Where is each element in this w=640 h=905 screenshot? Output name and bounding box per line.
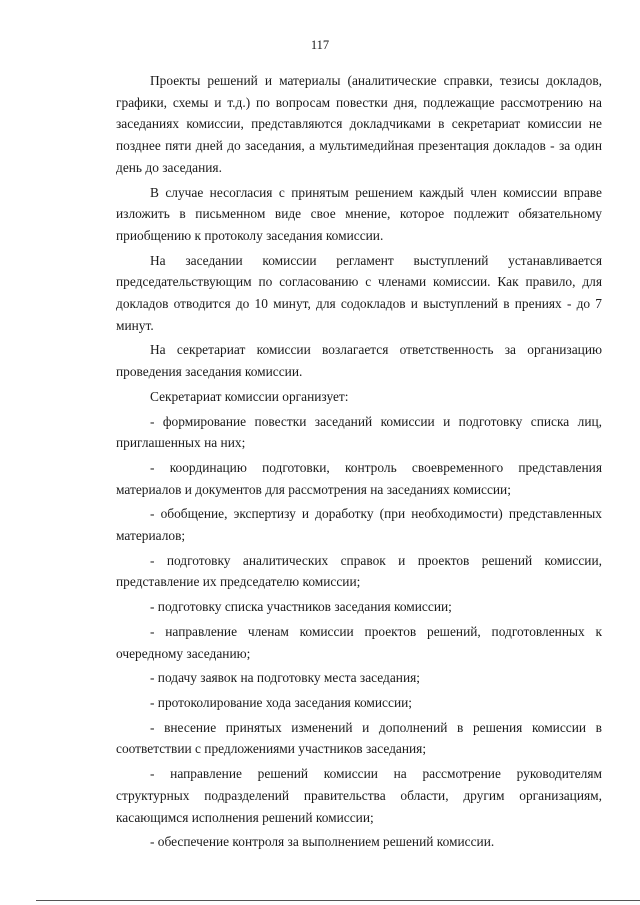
list-item: - обеспечение контроля за выполнением решений комиссии.	[150, 834, 495, 850]
list-item: - подготовку аналитических справок и проектов решений комиссии, представление их председателю комиссии;	[116, 552, 602, 590]
list-item: - подачу заявок на подготовку места заседания;	[150, 670, 421, 686]
list-item: - направление решений комиссии на рассмотрение руководителям структурных подразделений правительства области, другим организациям, касающимся исполнения решений комиссии;	[116, 766, 602, 825]
list-item: - направление членам комиссии проектов решений, подготовленных к очередному заседанию;	[116, 623, 602, 661]
list-item: - формирование повестки заседаний комиссии и подготовку списка лиц, приглашенных на них;	[116, 413, 602, 451]
list-item: - обобщение, экспертизу и доработку (при необходимости) представленных материалов;	[116, 506, 602, 544]
list-item: - подготовку списка участников заседания комиссии;	[150, 599, 452, 615]
paragraph: В случае несогласия с принятым решением каждый член комиссии вправе изложить в письменном виде свое мнение, которое подлежит обязательному приобщению к протоколу заседания комиссии.	[116, 184, 602, 243]
paragraph: На заседании комиссии регламент выступлений устанавливается председательствующим по согласованию с членами комиссии. Как правило, для докладов отводится до 10 минут, для содокладов и выступлений в прениях - до 7 минут.	[116, 252, 602, 333]
page-number: 117	[310, 38, 330, 52]
paragraph: Проекты решений и материалы (аналитические справки, тезисы докладов, графики, схемы и т.д.) по вопросам повестки дня, подлежащие рассмотрению на заседаниях комиссии, представляются докладчиками в секретариат комиссии не позднее пяти дней до заседания, а мультимедийная презентация докладов - за один день до заседания.	[116, 73, 602, 175]
list-item: - протоколирование хода заседания комиссии;	[150, 694, 412, 710]
footer-divider	[36, 900, 640, 901]
list-item: - внесение принятых изменений и дополнений в решения комиссии в соответствии с предложениями участников заседания;	[116, 719, 602, 757]
paragraph: Секретариат комиссии организует:	[150, 388, 349, 404]
paragraph: На секретариат комиссии возлагается ответственность за организацию проведения заседания комиссии.	[116, 342, 602, 380]
body-text	[116, 70, 602, 853]
list-item: - координацию подготовки, контроль своевременного представления материалов и документов для рассмотрения на заседаниях комиссии;	[116, 459, 602, 497]
